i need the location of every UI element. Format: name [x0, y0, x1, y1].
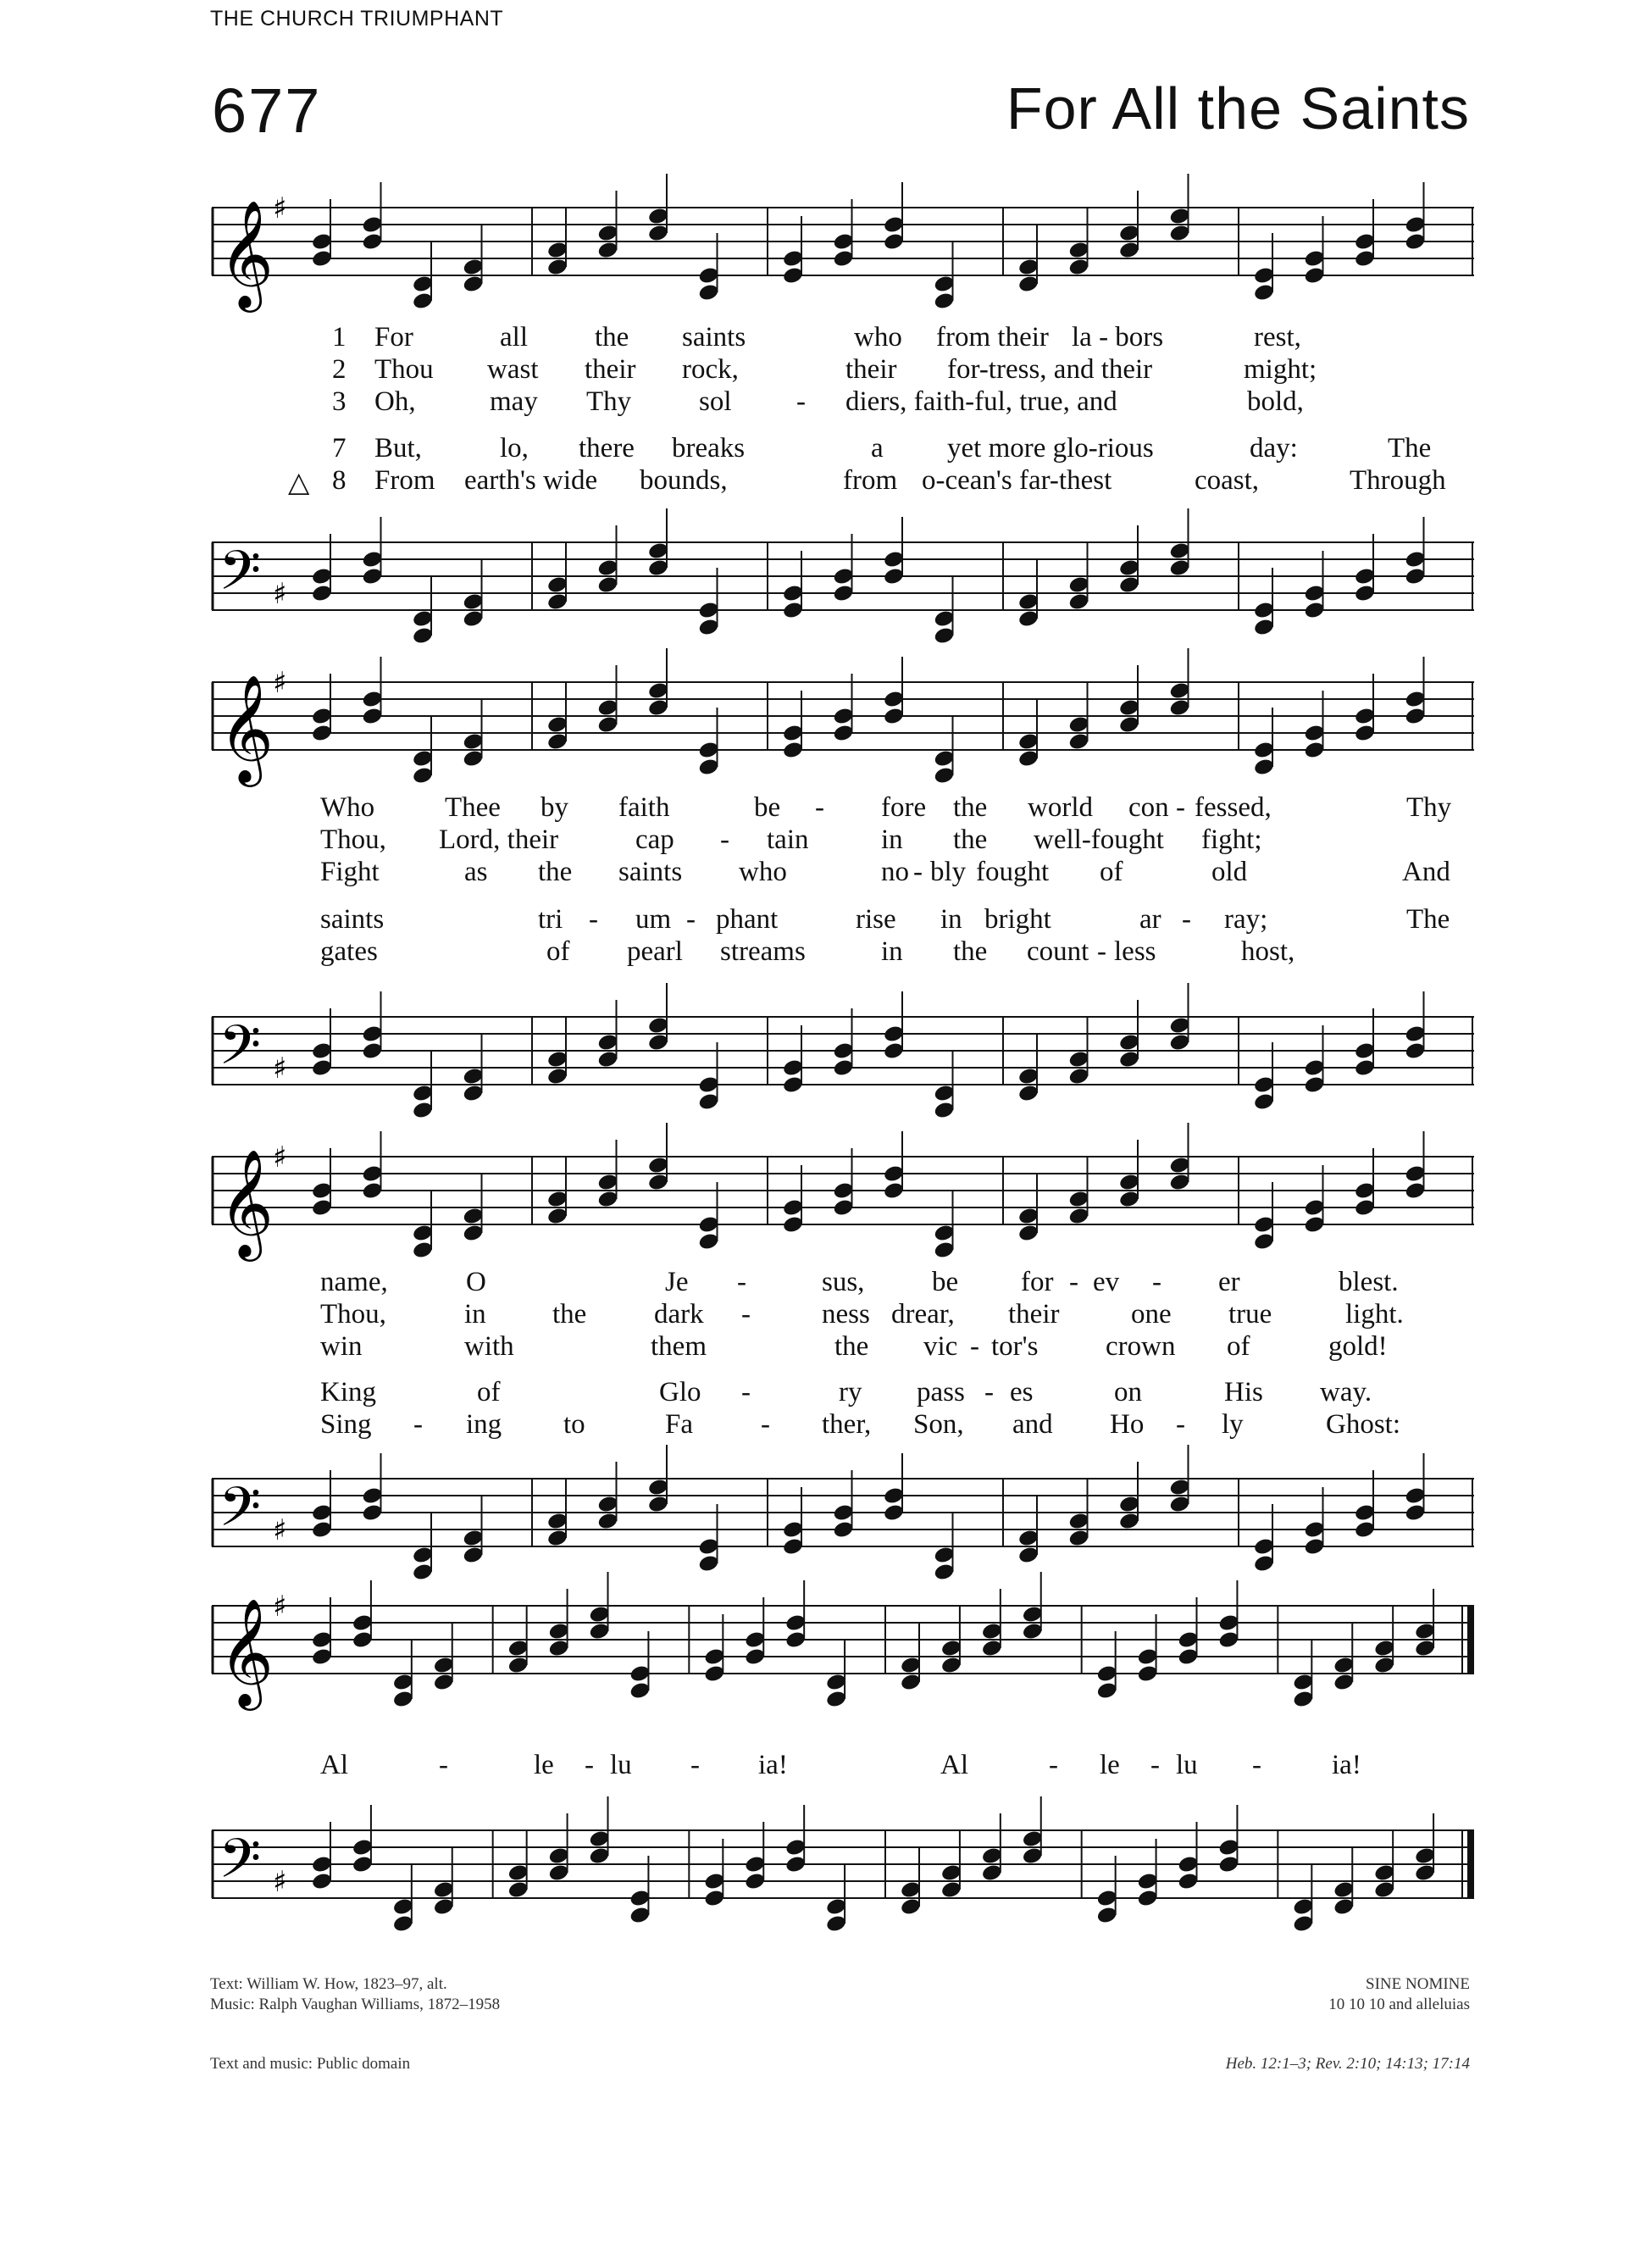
lyric-syllable: the [552, 1299, 587, 1330]
verse-number: 1 [332, 322, 346, 353]
lyric-syllable: bright [984, 904, 1051, 935]
bass-staff [212, 1796, 1474, 1924]
lyric-line-1 [212, 322, 1474, 354]
lyric-line-8 [212, 1409, 1474, 1441]
sharp-key-signature-icon: ♯ [273, 1590, 287, 1624]
lyric-line-7 [212, 904, 1474, 936]
lyric-syllable: Al [940, 1750, 968, 1780]
lyric-syllable: one [1131, 1299, 1172, 1330]
lyric-syllable: drear, [891, 1299, 955, 1330]
lyric-syllable: - [1176, 1409, 1185, 1440]
music-system-3 [212, 1123, 1474, 1563]
lyric-syllable: ther, [822, 1409, 872, 1440]
lyric-syllable: in [881, 824, 903, 855]
treble-clef-icon: 𝄞 [219, 1148, 274, 1257]
lyric-syllable: lo, [500, 433, 529, 464]
lyric-syllable: Lord, their [439, 824, 559, 855]
lyric-syllable: win [320, 1331, 363, 1362]
text-credit: Text: William W. How, 1823–97, alt. [210, 1975, 447, 1993]
lyric-syllable: rest, [1254, 322, 1301, 353]
music-system-1 [212, 174, 1474, 614]
lyric-syllable: King [320, 1377, 376, 1407]
lyric-syllable: rock, [682, 354, 739, 385]
lyric-syllable: The [1406, 904, 1450, 935]
lyric-syllable: sus, [822, 1267, 865, 1297]
credits [210, 1974, 500, 2015]
lyric-syllable: Son, [913, 1409, 964, 1440]
lyric-syllable: Thou, [320, 824, 386, 855]
lyric-syllable: - [1069, 1267, 1078, 1297]
lyric-syllable: - [439, 1750, 448, 1780]
hymn-number: 677 [212, 75, 322, 146]
lyric-syllable: ev [1093, 1267, 1120, 1297]
lyric-line-2 [212, 1299, 1474, 1331]
lyric-syllable: ly [1222, 1409, 1244, 1440]
lyric-syllable: a [871, 433, 884, 464]
lyric-syllable: - [741, 1299, 751, 1330]
lyric-syllable: name, [320, 1267, 388, 1297]
lyric-syllable: in [464, 1299, 486, 1330]
lyric-syllable: fought [976, 857, 1050, 887]
lyric-syllable: their [845, 354, 897, 385]
lyric-syllable: - [1049, 1750, 1058, 1780]
lyric-syllable: er [1218, 1267, 1240, 1297]
lyric-syllable: sol [699, 386, 732, 417]
lyric-syllable: cap [635, 824, 674, 855]
sharp-key-signature-icon: ♯ [273, 1513, 287, 1547]
lyric-syllable: as [464, 857, 488, 887]
lyric-syllable: from their [936, 322, 1049, 353]
lyric-syllable: - [413, 1409, 423, 1440]
lyric-syllable: might; [1244, 354, 1317, 385]
lyric-syllable: - [761, 1409, 770, 1440]
lyric-syllable: From [374, 465, 435, 496]
bass-staff [212, 1445, 1474, 1572]
lyric-syllable: who [739, 857, 787, 887]
bass-clef-icon: 𝄢 [219, 1828, 262, 1904]
lyric-syllable: Thou [374, 354, 434, 385]
lyric-syllable: yet more glo-rious [947, 433, 1154, 464]
treble-staff [212, 1123, 1474, 1258]
lyric-syllable: the [953, 824, 988, 855]
lyric-syllable: - [970, 1331, 979, 1362]
lyric-syllable: Fight [320, 857, 380, 887]
lyric-syllable: - [741, 1377, 751, 1407]
lyric-syllable: less [1114, 936, 1156, 967]
lyric-syllable: The [1388, 433, 1432, 464]
lyric-line-2 [212, 354, 1474, 386]
treble-staff [212, 174, 1474, 308]
lyric-syllable: breaks [672, 433, 746, 464]
lyric-syllable: wast [487, 354, 539, 385]
lyric-syllable: pass [917, 1377, 965, 1407]
lyric-syllable: - [720, 824, 729, 855]
lyric-syllable: on [1114, 1377, 1142, 1407]
lyric-syllable: Sing [320, 1409, 372, 1440]
lyric-syllable: and [1012, 1409, 1053, 1440]
sharp-key-signature-icon: ♯ [273, 192, 287, 225]
lyric-syllable: ia! [758, 1750, 788, 1780]
lyric-syllable: host, [1241, 936, 1295, 967]
lyric-syllable: Ghost: [1326, 1409, 1401, 1440]
music-system-4 [212, 1572, 1474, 1936]
lyric-syllable: blest. [1339, 1267, 1399, 1297]
lyric-syllable: in [940, 904, 962, 935]
lyric-syllable: saints [320, 904, 385, 935]
section-label: THE CHURCH TRIUMPHANT [210, 7, 504, 31]
verse-number: 2 [332, 354, 346, 385]
lyric-syllable: crown [1106, 1331, 1176, 1362]
lyric-syllable: o-cean's far-thest [922, 465, 1112, 496]
lyric-syllable: may [490, 386, 538, 417]
music-credit: Music: Ralph Vaughan Williams, 1872–1958 [210, 1996, 501, 2013]
bass-clef-icon: 𝄢 [219, 1014, 262, 1091]
lyric-line-8 [212, 936, 1474, 969]
lyric-syllable: the [953, 936, 988, 967]
lyric-syllable: Thee [445, 792, 501, 823]
lyric-syllable: saints [618, 857, 683, 887]
lyric-syllable: of [1100, 857, 1123, 887]
lyric-syllable: there [579, 433, 635, 464]
lyric-line-3 [212, 1331, 1474, 1363]
lyric-syllable: from [843, 465, 898, 496]
lyric-syllable: tain [767, 824, 809, 855]
lyric-line-7 [212, 1377, 1474, 1409]
lyric-syllable: ray; [1224, 904, 1268, 935]
lyric-syllable: Through [1350, 465, 1446, 496]
lyric-syllable: way. [1320, 1377, 1372, 1407]
lyric-syllable: le [1100, 1750, 1120, 1780]
lyric-syllable: gates [320, 936, 378, 967]
lyric-syllable: es [1010, 1377, 1034, 1407]
lyric-syllable: Thy [1406, 792, 1452, 823]
lyric-syllable: in [881, 936, 903, 967]
bass-staff [212, 983, 1474, 1102]
lyric-syllable: the [953, 792, 988, 823]
lyric-syllable: Oh, [374, 386, 416, 417]
sharp-key-signature-icon: ♯ [273, 1141, 287, 1174]
lyric-syllable: old [1211, 857, 1248, 887]
lyric-syllable: with [464, 1331, 514, 1362]
lyric-syllable: true [1228, 1299, 1272, 1330]
hymn-title: For All the Saints [1006, 75, 1470, 142]
lyric-syllable: phant [716, 904, 779, 935]
lyric-syllable: their [1008, 1299, 1060, 1330]
verse-number: 8 [332, 465, 346, 496]
lyric-syllable: saints [682, 322, 746, 353]
treble-staff [212, 648, 1474, 784]
lyric-syllable: vic [923, 1331, 958, 1362]
lyric-syllable: bounds, [640, 465, 728, 496]
lyric-syllable: - [796, 386, 806, 417]
lyric-line-8 [212, 465, 1474, 497]
lyric-syllable: by [541, 792, 568, 823]
lyric-syllable: pearl [627, 936, 683, 967]
lyric-line-2 [212, 824, 1474, 857]
lyric-syllable: day: [1250, 433, 1298, 464]
descant-marker: △ [288, 468, 310, 498]
scripture-references: Heb. 12:1–3; Rev. 2:10; 14:13; 17:14 [1225, 2055, 1470, 2073]
lyric-syllable: - [585, 1750, 594, 1780]
lyric-syllable: earth's wide [464, 465, 598, 496]
lyric-syllable: But, [374, 433, 422, 464]
bass-clef-icon: 𝄢 [219, 540, 262, 616]
lyric-syllable: le [534, 1750, 554, 1780]
lyric-syllable: bold, [1247, 386, 1304, 417]
treble-clef-icon: 𝄞 [219, 674, 274, 782]
lyric-syllable: - [686, 904, 696, 935]
lyric-syllable: no [881, 857, 909, 887]
lyric-syllable: fore [881, 792, 927, 823]
lyric-syllable: coast, [1195, 465, 1260, 496]
lyric-syllable: Al [320, 1750, 348, 1780]
lyric-syllable: For [374, 322, 413, 353]
lyric-syllable: Glo [659, 1377, 701, 1407]
lyric-syllable: lu [1176, 1750, 1198, 1780]
lyric-syllable: ry [839, 1377, 862, 1407]
lyric-syllable: And [1402, 857, 1450, 887]
lyric-syllable: - [1152, 1267, 1161, 1297]
lyric-line-3 [212, 386, 1474, 419]
lyric-syllable: their [585, 354, 636, 385]
lyric-syllable: for-tress, and their [947, 354, 1153, 385]
sharp-key-signature-icon: ♯ [273, 666, 287, 700]
lyric-syllable: them [651, 1331, 707, 1362]
lyric-syllable: - [1252, 1750, 1261, 1780]
lyric-syllable: - [984, 1377, 994, 1407]
lyric-syllable: Ho [1110, 1409, 1145, 1440]
lyric-syllable: for [1021, 1267, 1054, 1297]
lyric-syllable: la - bors [1072, 322, 1164, 353]
lyric-syllable: um [635, 904, 672, 935]
lyric-syllable: the [538, 857, 573, 887]
lyric-syllable: - [1176, 792, 1185, 823]
lyric-syllable: - [589, 904, 598, 935]
lyric-syllable: Thou, [320, 1299, 386, 1330]
treble-clef-icon: 𝄞 [219, 199, 274, 308]
lyric-syllable: Je [665, 1267, 689, 1297]
lyric-line-1 [212, 1750, 1474, 1782]
lyric-syllable: of [546, 936, 570, 967]
lyric-syllable: rise [856, 904, 896, 935]
lyric-syllable: ness [822, 1299, 870, 1330]
lyric-syllable: Thy [586, 386, 632, 417]
lyric-syllable: be [754, 792, 781, 823]
sharp-key-signature-icon: ♯ [273, 577, 287, 611]
lyric-line-1 [212, 1267, 1474, 1299]
lyric-syllable: count [1027, 936, 1089, 967]
lyric-syllable: to [563, 1409, 585, 1440]
lyric-syllable: fessed, [1195, 792, 1272, 823]
lyric-line-3 [212, 857, 1474, 889]
lyric-syllable: light. [1345, 1299, 1404, 1330]
verse-number: 7 [332, 433, 346, 464]
lyric-syllable: con [1128, 792, 1169, 823]
lyric-syllable: dark [654, 1299, 704, 1330]
lyric-syllable: tri [538, 904, 563, 935]
tune-name: SINE NOMINE [1366, 1975, 1470, 1993]
lyric-syllable: O [466, 1267, 486, 1297]
lyric-syllable: of [477, 1377, 501, 1407]
lyric-syllable: world [1028, 792, 1093, 823]
lyric-syllable: - [815, 792, 824, 823]
lyric-syllable: who [854, 322, 902, 353]
lyric-syllable: streams [720, 936, 806, 967]
music-system-2 [212, 648, 1474, 1123]
lyric-syllable: all [500, 322, 528, 353]
lyric-syllable: fight; [1201, 824, 1262, 855]
treble-clef-icon: 𝄞 [219, 1597, 274, 1706]
bass-clef-icon: 𝄢 [219, 1476, 262, 1552]
lyric-line-7 [212, 433, 1474, 465]
lyric-syllable: lu [610, 1750, 632, 1780]
lyric-syllable: - [737, 1267, 746, 1297]
meter: 10 10 10 and alleluias [1328, 1996, 1470, 2013]
lyric-syllable: - [1182, 904, 1191, 935]
lyric-syllable: - [1097, 936, 1106, 967]
lyric-line-1 [212, 792, 1474, 824]
lyric-syllable: bly [930, 857, 967, 887]
lyric-syllable: well-fought [1034, 824, 1164, 855]
lyric-syllable: gold! [1328, 1331, 1388, 1362]
tune-info [1328, 1974, 1470, 2015]
copyright-notice: Text and music: Public domain [210, 2055, 411, 2073]
lyric-syllable: - [913, 857, 923, 887]
lyric-syllable: the [834, 1331, 869, 1362]
lyric-syllable: - [1150, 1750, 1160, 1780]
lyric-syllable: faith [618, 792, 670, 823]
verse-number: 3 [332, 386, 346, 417]
lyric-syllable: be [932, 1267, 959, 1297]
lyric-syllable: Who [320, 792, 375, 823]
lyric-syllable: ia! [1332, 1750, 1361, 1780]
lyric-syllable: tor's [991, 1331, 1039, 1362]
lyric-syllable: ar [1139, 904, 1161, 935]
lyric-syllable: His [1224, 1377, 1263, 1407]
treble-staff [212, 1572, 1474, 1706]
sharp-key-signature-icon: ♯ [273, 1865, 287, 1899]
lyric-syllable: ing [466, 1409, 502, 1440]
lyric-syllable: of [1227, 1331, 1250, 1362]
lyric-syllable: Fa [665, 1409, 693, 1440]
sharp-key-signature-icon: ♯ [273, 1052, 287, 1085]
bass-staff [212, 508, 1474, 627]
lyric-syllable: diers, faith-ful, true, and [845, 386, 1117, 417]
lyric-syllable: - [690, 1750, 700, 1780]
lyric-syllable: the [595, 322, 629, 353]
